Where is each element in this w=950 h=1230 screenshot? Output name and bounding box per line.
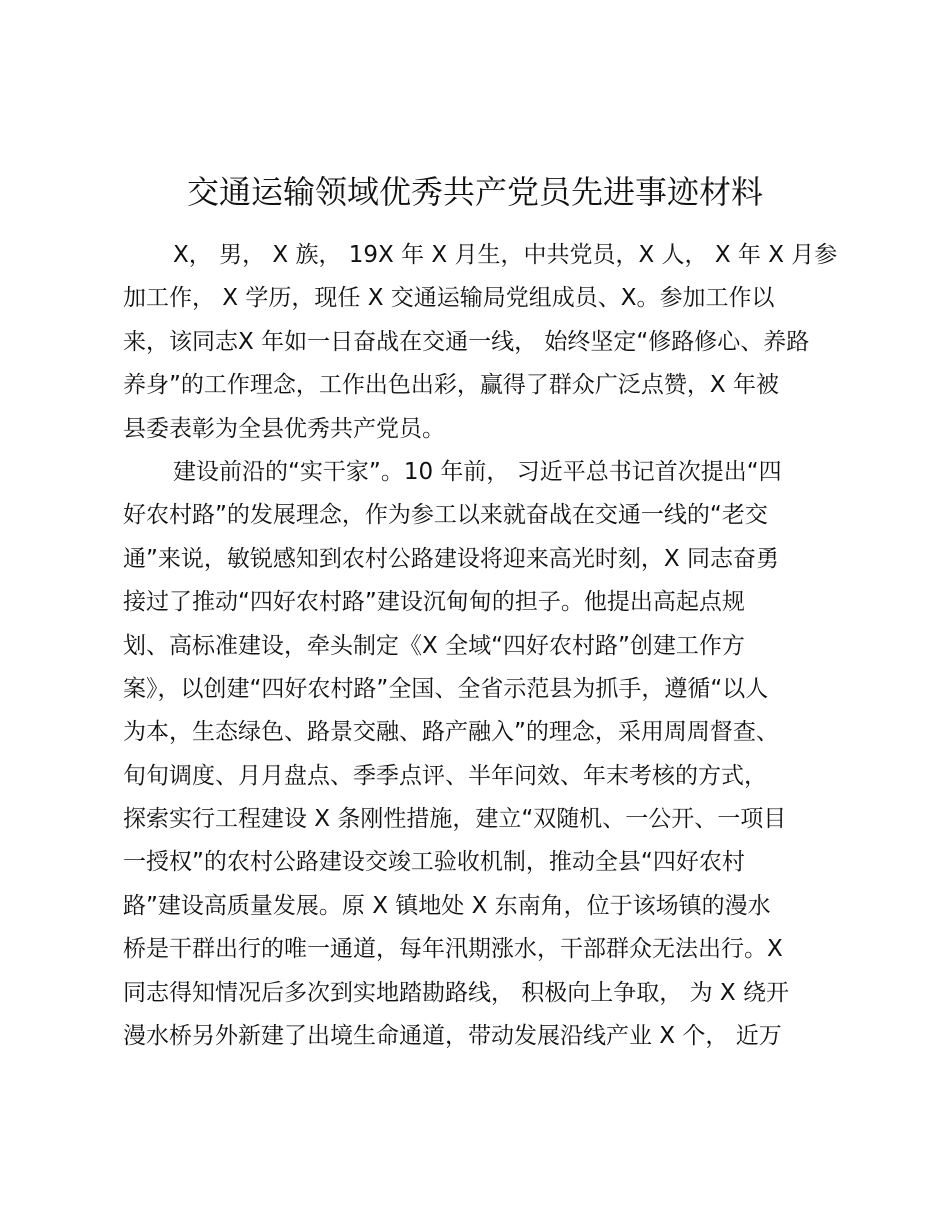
paragraph-2-line: 案》，以创建“四好农村路”全国、全省示范县为抓手，遵循“以人 [123, 675, 769, 702]
paragraph-2-line: 通”来说，敏锐感知到农村公路建设将迎来高光时刻，X 同志奋勇 [123, 545, 779, 572]
paragraph-1-line: 县委表彰为全县优秀共产党员。 [123, 415, 445, 442]
paragraph-1-line: X， 男， X 族， 19X 年 X 月生，中共党员，X 人， X 年 X 月参 [173, 242, 838, 268]
paragraph-1-line: 来，该同志X 年如一日奋战在交通一线， 始终坚定“修路修心、养路 [123, 328, 810, 355]
paragraph-2-line: 划、高标准建设，牵头制定《X 全域“四好农村路”创建工作方 [123, 632, 745, 659]
paragraph-2-line: 探索实行工程建设 X 条刚性措施，建立“双随机、一公开、一项目 [123, 806, 787, 833]
paragraph-2-line: 同志得知情况后多次到实地踏勘路线， 积极向上争取， 为 X 绕开 [123, 979, 790, 1006]
paragraph-1-line: 养身”的工作理念，工作出色出彩，赢得了群众广泛点赞，X 年被 [123, 372, 779, 399]
paragraph-2-line: 路”建设高质量发展。原 X 镇地处 X 东南角，位于该场镇的漫水 [123, 892, 771, 919]
paragraph-2-line: 桥是干群出行的唯一通道，每年汛期涨水，干部群众无法出行。X [123, 936, 783, 963]
paragraph-2-line: 漫水桥另外新建了出境生命通道，带动发展沿线产业 X 个， 近万 [123, 1023, 782, 1050]
paragraph-1-line: 加工作， X 学历，现任 X 交通运输局党组成员、X。参加工作以 [123, 285, 775, 312]
paragraph-2-line: 一授权”的农村公路建设交竣工验收机制，推动全县“四好农村 [123, 849, 745, 876]
paragraph-2-line: 接过了推动“四好农村路”建设沉甸甸的担子。他提出高起点规 [123, 589, 745, 616]
paragraph-2-line: 为本，生态绿色、路景交融、路产融入”的理念，采用周周督查、 [123, 719, 779, 746]
paragraph-2-line: 建设前沿的“实干家”。10 年前， 习近平总书记首次提出“四 [173, 458, 782, 485]
paragraph-2-line: 好农村路”的发展理念，作为参工以来就奋战在交通一线的“老交 [123, 502, 768, 529]
page-title: 交通运输领域优秀共产党员先进事迹材料 [186, 173, 763, 211]
paragraph-2-line: 旬旬调度、月月盘点、季季点评、半年问效、年末考核的方式， [123, 762, 767, 789]
document-body [123, 234, 843, 1058]
